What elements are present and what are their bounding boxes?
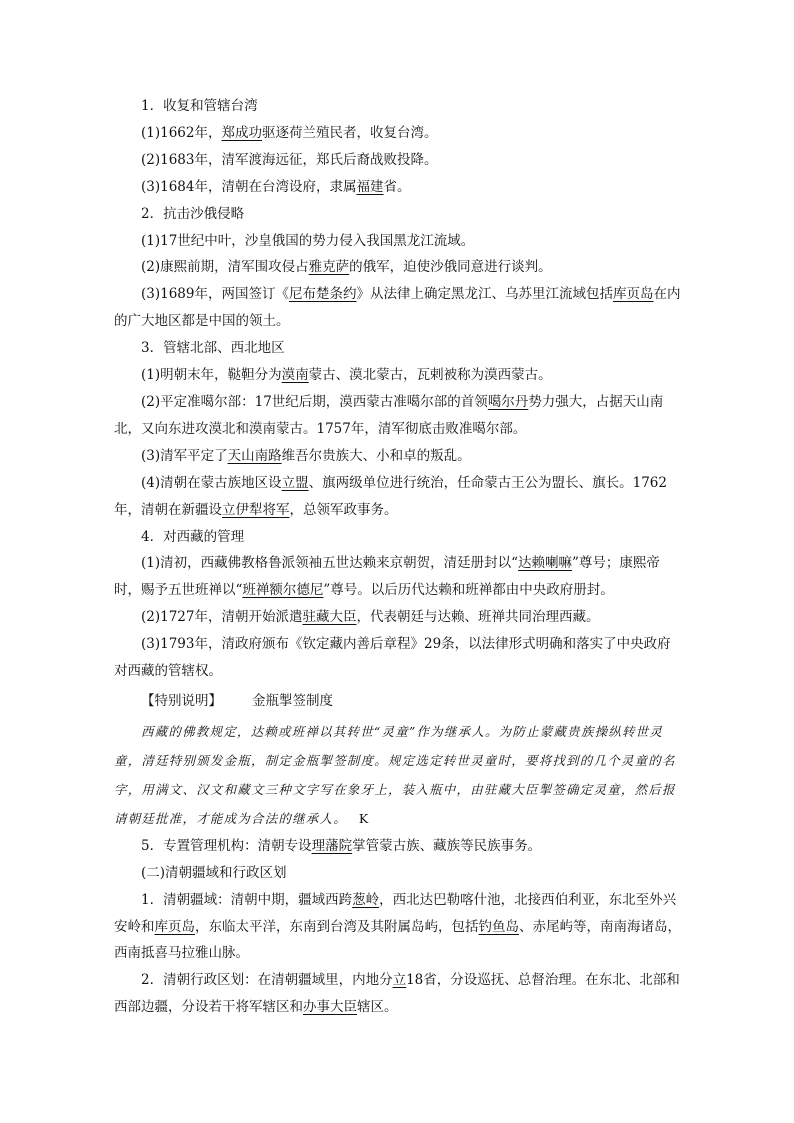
text-run: 势力强大，占据天山南北，又向东进攻漠北和漠南蒙古。1757年，清军彻底击败准噶尔部。 [114,393,664,437]
text-run: ”尊号。以后历代达赖和班禅都由中央政府册封。 [323,582,614,599]
text-run: 驱逐荷兰殖民者，收复台湾。 [261,124,438,141]
text-run: 、旗两级单位进行统治，任命蒙古王公为盟长、旗长。1762年，清朝在新疆设 [114,474,667,518]
body-paragraph [114,887,684,968]
text-run: 、赤尾屿等，南南海诸岛，西南抵喜马拉雅山脉。 [114,918,681,962]
text-run: 5．专置管理机构：清朝专设 [141,837,312,854]
section-item [114,281,684,335]
text-run: 掌管蒙古族、藏族等民族事务。 [352,837,542,854]
underlined-term: 福建 [356,178,384,195]
special-note-mark: K [358,810,370,826]
text-run: 辖区。 [357,999,398,1016]
section-item [114,443,684,470]
underlined-term: 雅克萨 [308,259,350,276]
special-note-title: 金瓶掣签制度 [252,692,333,709]
sections [114,93,684,685]
text-run: 在内的广大地区都是中国的领土。 [114,286,681,330]
special-note-body [114,717,684,833]
special-note-tag: 【特别说明】 [141,692,222,709]
document-page [114,93,684,1021]
underlined-term: 漠南 [281,367,309,384]
text-run: ”尊号；康熙帝时，赐予五世班禅以“ [114,555,660,599]
section-item [114,389,684,443]
underlined-term: 郑成功 [221,124,262,141]
text-run: 2．清朝行政区划：在清朝疆域里，内地分 [141,972,393,989]
section-heading: 3．管辖北部、西北地区 [141,340,285,357]
special-note-heading [114,688,684,715]
text-run: (1)1662年， [141,124,222,141]
text-run: 维吾尔贵族大、小和卓的叛乱。 [281,447,471,464]
text-run: 的俄军，迫使沙俄同意进行谈判。 [349,259,552,276]
text-run: 蒙古、漠北蒙古，瓦剌被称为漠西蒙古。 [308,367,552,384]
body-paragraph [114,860,684,887]
text-run: (2)1727年，清朝开始派遣 [141,609,303,626]
underlined-term: 尼布楚条约 [288,286,357,303]
underlined-term: 立盟 [281,474,309,491]
body-paragraph [114,967,684,1021]
text-run: 》从法律上确定黑龙江、乌苏里江流域包括 [356,286,613,303]
section-item [114,254,684,281]
underlined-term: 立 [392,972,407,989]
text-run: ，东临太平洋，东南到台湾及其附属岛屿，包括 [195,918,479,935]
text-run: 省。 [383,178,411,195]
special-note-text: 西藏的佛教规定，达赖或班禅以其转世“灵童”作为继承人。为防止蒙藏贵族操纵转世灵童，清廷特别颁发金瓶，制定金瓶掣签制度。规定选定转世灵童时，要将找到的几个灵童的名字，用满文、汉文和藏文三种文字写在象牙上，装入瓶中，由驻藏大臣掣签确定灵童，然后报请朝廷批准，才能成为合法的继承人。 [114,723,676,826]
underlined-term: 理藩院 [311,837,353,854]
text-run: 18省，分设巡抚、总督治理。在东北、北部和西部边疆，分设若干将军辖区和 [114,972,680,1016]
text-run: 1．清朝疆域：清朝中期，疆域西跨 [141,891,353,908]
text-run: (3)1793年，清政府颁布《钦定藏内善后章程》29条，以法律形式明确和落实了中央政府对西藏的管辖权。 [114,636,671,680]
section-item [114,174,684,201]
text-run: (二)清朝疆域和行政区划 [141,864,287,881]
section-item [114,147,684,174]
underlined-term: 天山南路 [227,447,282,464]
text-run: (1)明朝末年，鞑靼分为 [141,367,282,384]
section-item [114,470,684,524]
underlined-term: 噶尔丹 [487,393,529,410]
section-heading: 1．收复和管辖台湾 [141,98,258,114]
text-run: ，西北达巴勒喀什池，北接西伯利亚，东北至外兴安岭和 [114,891,677,935]
text-run: ，总领军政事务。 [289,501,398,518]
underlined-term: 达赖喇嘛 [518,555,573,572]
text-run: (1)17世纪中叶，沙皇俄国的势力侵入我国黑龙江流域。 [141,232,475,249]
text-run: (3)1684年，清朝在台湾设府，隶属 [141,178,357,195]
text-run: (4)清朝在蒙古族地区设 [141,474,282,491]
text-run: (2)康熙前期，清军围攻侵占 [141,259,309,276]
text-run: ，代表朝廷与达赖、班禅共同治理西藏。 [356,609,600,626]
underlined-term: 办事大臣 [303,999,357,1016]
underlined-term: 驻藏大臣 [302,609,357,626]
underlined-term: 立伊犁将军 [222,501,290,518]
body-paragraph [114,833,684,860]
section-item [114,228,684,255]
text-run: (1)清初，西藏佛教格鲁派领袖五世达赖来京朝贺，清廷册封以“ [141,555,519,572]
text-run: (2)平定准噶尔部：17世纪后期，漠西蒙古准噶尔部的首领 [141,393,488,410]
section-heading: 2．抗击沙俄侵略 [141,205,245,222]
section-item [114,604,684,631]
underlined-term: 班禅额尔德尼 [242,582,324,599]
section-item [114,550,684,604]
text-run: (3)1689年，两国签订《 [141,286,289,303]
underlined-term: 葱岭 [352,891,380,908]
text-run: (3)清军平定了 [141,447,228,464]
underlined-term: 库页岛 [612,286,654,303]
section-item [114,120,684,147]
section-item [114,362,684,389]
section-heading: 4．对西藏的管理 [141,528,245,545]
after-note-section [114,833,684,1021]
underlined-term: 库页岛 [154,918,195,935]
underlined-term: 钓鱼岛 [478,918,519,935]
text-run: (2)1683年，清军渡海远征，郑氏后裔战败投降。 [141,151,438,168]
section-item [114,631,684,685]
